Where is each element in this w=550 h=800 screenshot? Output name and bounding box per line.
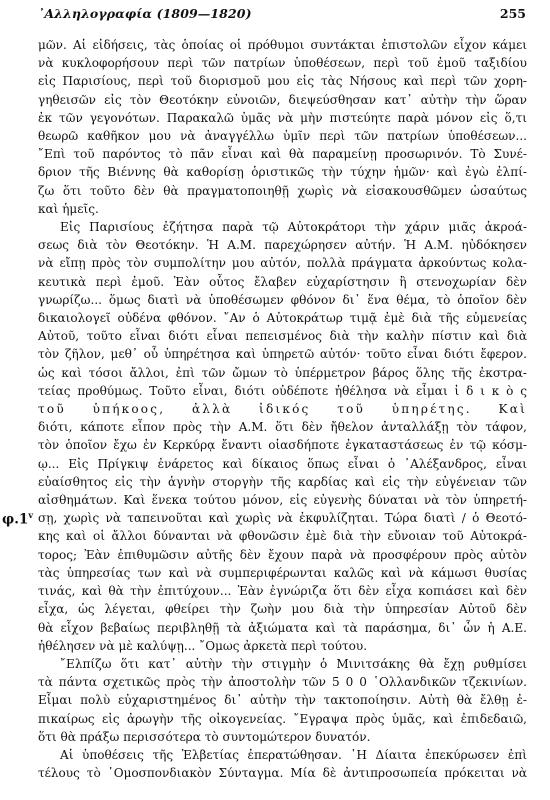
text-line: γνωρίζω... ὅμως διατὶ νὰ ὑποθέσωμεν φθόνον δι᾿ ἕνα θέμα, τὸ ὁποῖον δὲν xyxy=(38,292,527,307)
text-line: τέλους τὸ ῾Ομοσπονδιακὸν Σύνταγμα. Μία δὲ ἀντιπροσωπεία πρόκειται νὰ xyxy=(38,766,527,781)
text-line: σεως διὰ τὸν Θεοτόκην. Ἡ Α.Μ. παρεχώρησεν αὐτήν. Ἡ Α.Μ. ηὐδόκησεν xyxy=(38,238,527,253)
text-line: ἠθέλησεν νὰ μὲ καλύψῃ... ῎Ομως ἀρκετὰ περὶ τούτου. xyxy=(38,638,368,653)
text-line: εἶχα, ὡς λέγεται, φθείρει τὴν ζωὴν μου διὰ τὴν ὑπηρεσίαν Αὐτοῦ δὲν xyxy=(38,602,527,617)
text-line: τὸν ζῆλον, μεθ᾿ οὗ ὑπηρέτησα καὶ ὑπηρετῶ αὐτόν· τοῦτο εἶναι διότι ἔφερον. xyxy=(38,347,527,362)
text-line: κευτικὰ περὶ ἐμοῦ. Ἐὰν οὗτος ἔλαβεν εὐχαρίστησιν ἢ στενοχωρίαν δὲν xyxy=(38,274,527,289)
running-head xyxy=(38,6,526,24)
text-line: Αἱ ὑποθέσεις τῆς Ἑλβετίας ἐπερατώθησαν. ῾Η Δίαιτα ἐπεκύρωσεν ἐπὶ xyxy=(60,747,527,762)
text-line: θὰ εἶχον βεβαίως περιβληθῇ τὰ ἀξιώματα καὶ τὰ παράσημα, δι᾿ ὧν ἡ Α.Ε. xyxy=(38,620,527,635)
text-line: εὐαίσθητος εἰς τὴν ἁγνὴν στοργὴν τῆς καρδίας καὶ εἰς τὴν εὐγένειαν τῶν xyxy=(38,474,527,489)
text-line: ῳ... Εἰς Πρίγκιψ ἐνάρετος καὶ δίκαιος ὅπως εἶναι ὁ ᾿Αλέξανδρος, εἶναι xyxy=(38,456,527,471)
text-line: αἰσθημάτων. Καὶ ἕνεκα τούτου μόνον, εἰς εὐγενὴς δύναται νὰ τὸν ὑπηρετή- xyxy=(38,493,527,508)
body-text xyxy=(38,36,527,782)
text-line: τὰ πάντα σχετικῶς πρὸς τὴν ἀποστολὴν τῶν 5 0 0 ῾Ολλανδικῶν τζεκινίων. xyxy=(38,675,527,690)
text-line: νὰ κυκλοφορήσουν περὶ τῶν πατρίων ὑποθέσεων, περὶ τοῦ ἐμοῦ ταξιδίου xyxy=(38,56,527,71)
text-line: εἰς Παρισίους, περὶ τοῦ διορισμοῦ μου εἰς τὰς Νήσους καὶ περὶ τῶν χορη- xyxy=(38,74,527,89)
text-line: διότι, κάποτε εἶπον πρὸς τὴν Α.Μ. ὅτι δὲν ἤθελον ἀνταλλάξῃ τὸν τάφον, xyxy=(38,420,527,435)
text-line: τινάς, καὶ θὰ τὴν ἐπιτύχουν... Ἐὰν ἐγνώριζα ὅτι δὲν εἶχα κοπιάσει καὶ δὲν xyxy=(38,584,527,599)
folio-label: φ.1 xyxy=(2,511,29,528)
text-line: τορος; Ἐὰν ἐπιθυμῶσιν αὐτῆς δὲν ἔχουν παρὰ νὰ προσφέρουν πρὸς αὐτὸν xyxy=(38,547,527,562)
text-line: ῎Επὶ τοῦ παρόντος τὸ πᾶν εἶναι καὶ θὰ παραμείνῃ προσωρινόν. Τὸ Συνέ- xyxy=(38,147,527,162)
text-line: Αὐτοῦ, τοῦτο εἶναι διότι εἶναι πεπεισμένος διὰ τὴν καλὴν πίστιν καὶ διὰ xyxy=(38,329,527,344)
text-line: κης καὶ οἱ ἄλλοι δύνανται νὰ φθονῶσιν ἐμὲ διὰ τὴν εὔνοιαν τοῦ Αὐτοκρά- xyxy=(38,529,527,544)
text-line: τὸν ὁποῖον ἔχω ἐν Κερκύρᾳ ἔναντι οἱασδήποτε ἐγκαταστάσεως ἐν τῷ κόσμ- xyxy=(38,438,527,453)
text-line: ὅτι θὰ πράξω περισσότερα τὸ συντομώτερον δυνατόν. xyxy=(38,729,371,744)
text-line: ῎Ελπίζω ὅτι κατ᾿ αὐτὴν τὴν στιγμὴν ὁ Μινιτσάκης θὰ ἔχῃ ρυθμίσει xyxy=(60,656,527,671)
running-head-title: ᾿Αλληλογραφία (1809—1820) xyxy=(38,6,252,21)
text-line: δικαιολογεῖ οὐδένα φθόνον. ῎Αν ὁ Αὐτοκράτωρ τιμᾷ ἐμὲ διὰ τῆς εὐμενείας xyxy=(38,311,527,326)
text-line: ζω ὅτι τοῦτο δὲν θὰ πραγματοποιηθῇ χωρὶς νὰ εἰσακουσθῶμεν ὡσαύτως xyxy=(38,183,527,198)
text-line: τείας προθύμως. Τοῦτο εἶναι, διότι οὐδέποτε ἠθέλησα νὰ εἶμαι ἰ δ ι κ ὸ ς xyxy=(38,383,527,398)
text-line: ὡς καὶ τόσοι ἄλλοι, ἐπὶ τῶν ὤμων τὸ ὑπέρμετρον βάρος ὅλης τῆς ἐκστρα- xyxy=(38,365,527,380)
text-line: θεωρῶ καθῆκον μου νὰ ἀναγγέλλω ὑμῖν περὶ τῶν πατρίων ὑποθέσεων... xyxy=(38,129,527,144)
text-line: Εἶμαι πολὺ εὐχαριστημένος δι᾿ αὐτὴν τὴν τακτοποίησιν. Αὐτὴ θὰ ἔλθῃ ἐ- xyxy=(38,693,527,708)
text-line: τοῦ ὑπήκοος, ἀλλὰ ἰδικός τοῦ ὑπηρέτης. Καὶ xyxy=(38,402,527,417)
text-line: μῶν. Αἱ εἰδήσεις, τὰς ὁποίας οἱ πρόθυμοι συντάκται ἐπιστολῶν εἶχον κάμει xyxy=(38,38,527,52)
text-line: πικαίρως εἰς ἀρωγὴν τῆς οἰκογενείας. ῎Εγραψα πρὸς ὑμᾶς, καὶ ἐπιδεδαιῶ, xyxy=(38,711,527,726)
text-line: ἐκ τῶν γεγονότων. Παρακαλῶ ὑμᾶς νὰ μὴν πιστεύητε παρὰ μόνον εἰς ὅ,τι xyxy=(38,110,527,125)
folio-verso-mark: v xyxy=(28,510,33,520)
folio-marginal-note xyxy=(2,510,33,528)
text-line: σῃ, χωρὶς νὰ ταπεινοῦται καὶ χωρὶς νὰ ἐκφυλίζηται. Τώρα διατὶ / ὁ Θεοτό- xyxy=(38,511,527,526)
page-number: 255 xyxy=(499,6,526,21)
text-line: τὰς ὑπηρεσίας των καὶ νὰ συμπεριφέρωνται καλῶς καὶ νὰ κάμωσι θυσίας xyxy=(38,565,527,580)
text-line: γηθεισῶν εἰς τὸν Θεοτόκην εὐνοιῶν, διεψεύσθησαν κατ᾿ αὐτὴν τὴν ὥραν xyxy=(38,92,527,107)
text-line: δριον τῆς Βιέννης θὰ καθορίσῃ ὁριστικῶς τὴν τύχην ἡμῶν· καὶ ἐγὼ ἐλπί- xyxy=(38,165,527,180)
text-line: Εἰς Παρισίους ἐζήτησα παρὰ τῷ Αὐτοκράτορι τὴν χάριν μιᾶς ἀκροά- xyxy=(60,220,527,235)
text-line: καὶ ἡμεῖς. xyxy=(38,201,99,216)
text-line: νὰ εἴπῃ πρὸς τὸν συμπολίτην μου αὐτόν, πολλὰ πράγματα ἀρκούντως κολα- xyxy=(38,256,527,271)
